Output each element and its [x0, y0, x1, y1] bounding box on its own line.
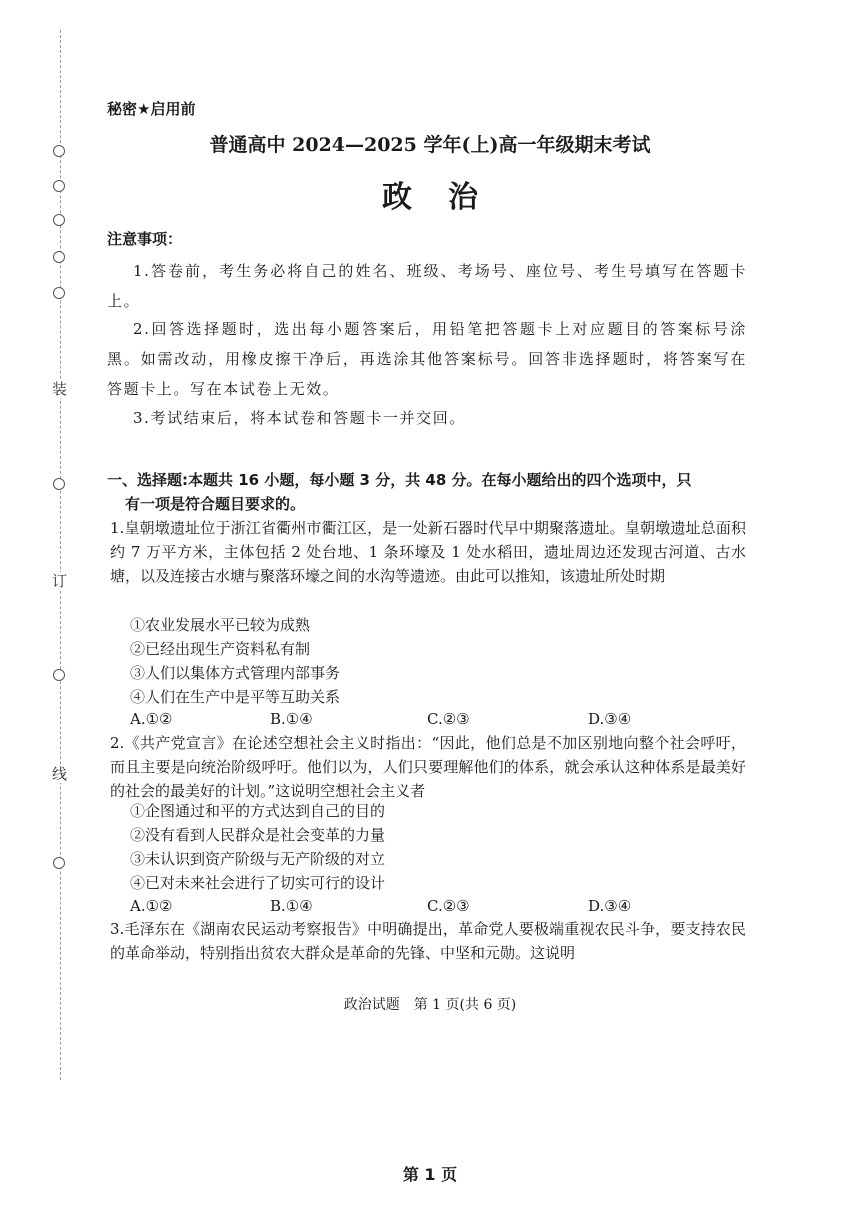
answer-c: C.②③ [427, 710, 470, 728]
question-2-option-1: ①企图通过和平的方式达到自己的目的 [130, 802, 386, 820]
section-heading-line2: 有一项是符合题目要求的。 [125, 495, 306, 513]
question-1-stem: 1.皇朝墩遗址位于浙江省衢州市衢江区，是一处新石器时代早中期聚落遗址。皇朝墩遗址总面积约 7 万平方米，主体包括 2 处台地、1 条环壕及 1 处水稻田，遗址周边还发现古河道、古水塘，以及连接古水塘与聚落环壕之间的水沟等遗迹。由此可以推知，该遗址所处时期 [110, 519, 746, 585]
answer-a: A.①② [130, 710, 173, 728]
question-2-option-2: ②没有看到人民群众是社会变革的力量 [130, 826, 386, 844]
subject-title: 政治 [382, 180, 514, 215]
binding-hole [53, 669, 65, 681]
answer-a: A.①② [130, 897, 173, 915]
notice-item-1: 1.答卷前，考生务必将自己的姓名、班级、考场号、座位号、考生号填写在答题卡上。 [107, 262, 747, 310]
binding-char-xian: 线 [52, 765, 68, 783]
notice-item-2: 2.回答选择题时，选出每小题答案后，用铅笔把答题卡上对应题目的答案标号涂黑。如需改动，用橡皮擦干净后，再选涂其他答案标号。回答非选择题时，将答案写在答题卡上。写在本试卷上无效。 [107, 320, 747, 398]
page-footer: 政治试题 第 1 页(共 6 页) [343, 997, 517, 1013]
binding-hole [53, 251, 65, 263]
notice-item-3: 3.考试结束后，将本试卷和答题卡一并交回。 [133, 409, 466, 427]
exam-title: 普通高中 2024—2025 学年(上)高一年级期末考试 [209, 134, 651, 156]
confidential-label: 秘密★启用前 [107, 100, 196, 118]
question-1-option-2: ②已经出现生产资料私有制 [130, 640, 311, 658]
binding-char-ding: 订 [52, 572, 68, 590]
question-1-option-4: ④人们在生产中是平等互助关系 [130, 688, 341, 706]
answer-b: B.①④ [270, 710, 313, 728]
section-heading-line1: 一、选择题:本题共 16 小题，每小题 3 分，共 48 分。在每小题给出的四个选项中，只 [107, 471, 692, 489]
question-2-option-3: ③未认识到资产阶级与无产阶级的对立 [130, 850, 386, 868]
answer-d: D.③④ [588, 897, 632, 915]
question-1-option-1: ①农业发展水平已较为成熟 [130, 616, 311, 634]
page-number: 第 1 页 [402, 1165, 458, 1184]
binding-hole [53, 478, 65, 490]
binding-hole [53, 857, 65, 869]
answer-d: D.③④ [588, 710, 632, 728]
question-2-option-4: ④已对未来社会进行了切实可行的设计 [130, 874, 386, 892]
notice-title: 注意事项： [107, 230, 183, 248]
answer-b: B.①④ [270, 897, 313, 915]
binding-hole [53, 287, 65, 299]
binding-char-zhuang: 装 [52, 380, 68, 398]
question-3-stem: 3.毛泽东在《湖南农民运动考察报告》中明确提出，革命党人要极端重视农民斗争，要支持农民的革命举动，特别指出贫农大群众是革命的先锋、中坚和元勋。这说明 [110, 920, 746, 962]
answer-c: C.②③ [427, 897, 470, 915]
question-1-option-3: ③人们以集体方式管理内部事务 [130, 664, 341, 682]
question-2-stem: 2.《共产党宣言》在论述空想社会主义时指出：“因此，他们总是不加区别地向整个社会呼吁，而且主要是向统治阶级呼吁。他们以为，人们只要理解他们的体系，就会承认这种体系是最美好的社会的最美好的计划。”这说明空想社会主义者 [110, 734, 746, 800]
